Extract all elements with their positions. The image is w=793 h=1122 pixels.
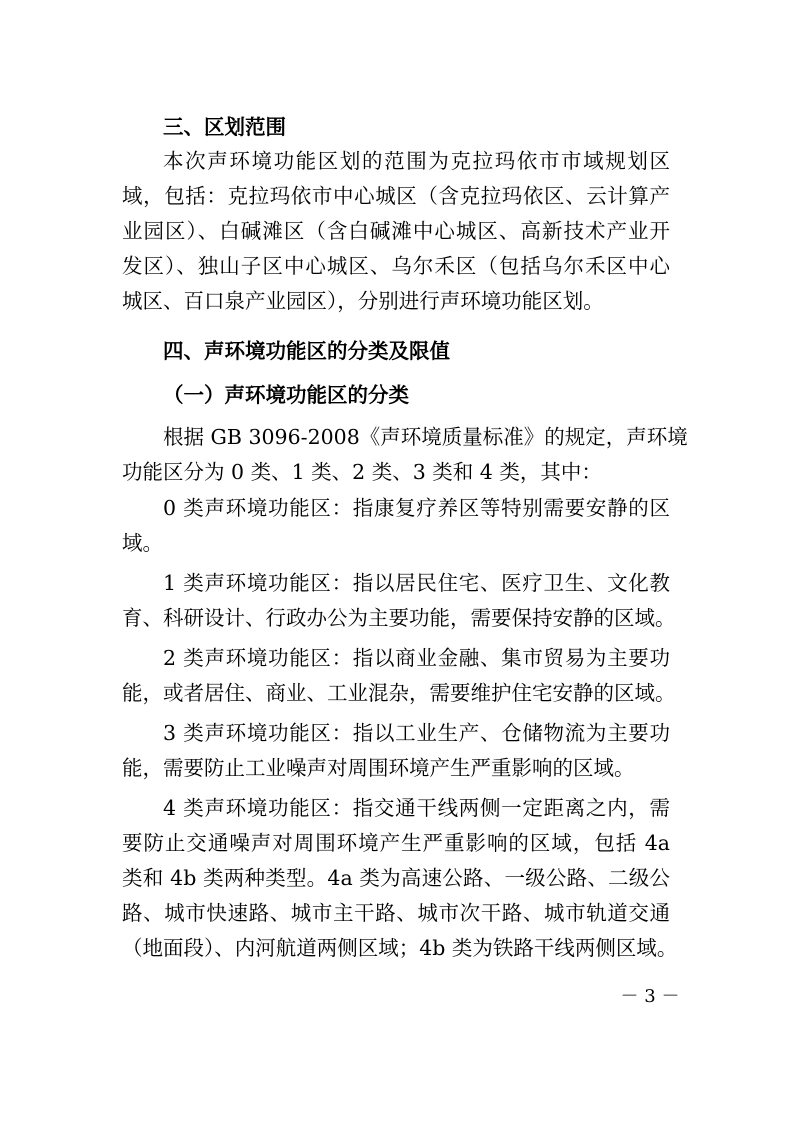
section-heading-classification: 四、声环境功能区的分类及限值: [163, 339, 450, 363]
subsection-heading: （一）声环境功能区的分类: [163, 383, 409, 407]
paragraph-line: 2 类声环境功能区：指以商业金融、集市贸易为主要功: [163, 646, 670, 670]
paragraph-line: 发区）、独山子区中心城区、乌尔禾区（包括乌尔禾区中心: [122, 254, 670, 278]
paragraph-line: 根据 GB 3096-2008《声环境质量标准》的规定，声环境: [163, 425, 688, 449]
paragraph-line: 1 类声环境功能区：指以居民住宅、医疗卫生、文化教: [163, 571, 670, 595]
page-number: － 3 －: [620, 986, 680, 1007]
section-heading-scope: 三、区划范围: [163, 115, 286, 139]
paragraph-line: 业园区）、白碱滩区（含白碱滩中心城区、高新技术产业开: [122, 219, 670, 243]
paragraph-line: 能，或者居住、商业、工业混杂，需要维护住宅安静的区域。: [122, 681, 676, 705]
paragraph-line: 4 类声环境功能区：指交通干线两侧一定距离之内，需: [163, 796, 670, 820]
paragraph-line: 域，包括：克拉玛依市中心城区（含克拉玛依区、云计算产: [122, 184, 670, 208]
paragraph-line: 育、科研设计、行政办公为主要功能，需要保持安静的区域。: [122, 606, 676, 630]
paragraph-line: （地面段）、内河航道两侧区域；4b 类为铁路干线两侧区域。: [122, 936, 678, 960]
paragraph-line: 0 类声环境功能区：指康复疗养区等特别需要安静的区: [163, 496, 670, 520]
paragraph-line: 3 类声环境功能区：指以工业生产、仓储物流为主要功: [163, 721, 670, 745]
paragraph-line: 路、城市快速路、城市主干路、城市次干路、城市轨道交通: [122, 901, 670, 925]
paragraph-line: 类和 4b 类两种类型。4a 类为高速公路、一级公路、二级公: [122, 866, 670, 890]
paragraph-line: 城区、百口泉产业园区），分别进行声环境功能区划。: [122, 289, 604, 313]
paragraph-line: 功能区分为 0 类、1 类、2 类、3 类和 4 类，其中：: [122, 460, 602, 484]
paragraph-line: 域。: [122, 531, 163, 555]
paragraph-line: 本次声环境功能区划的范围为克拉玛依市市域规划区: [163, 149, 670, 173]
paragraph-line: 能，需要防止工业噪声对周围环境产生严重影响的区域。: [122, 756, 635, 780]
paragraph-line: 要防止交通噪声对周围环境产生严重影响的区域，包括 4a: [122, 831, 670, 855]
